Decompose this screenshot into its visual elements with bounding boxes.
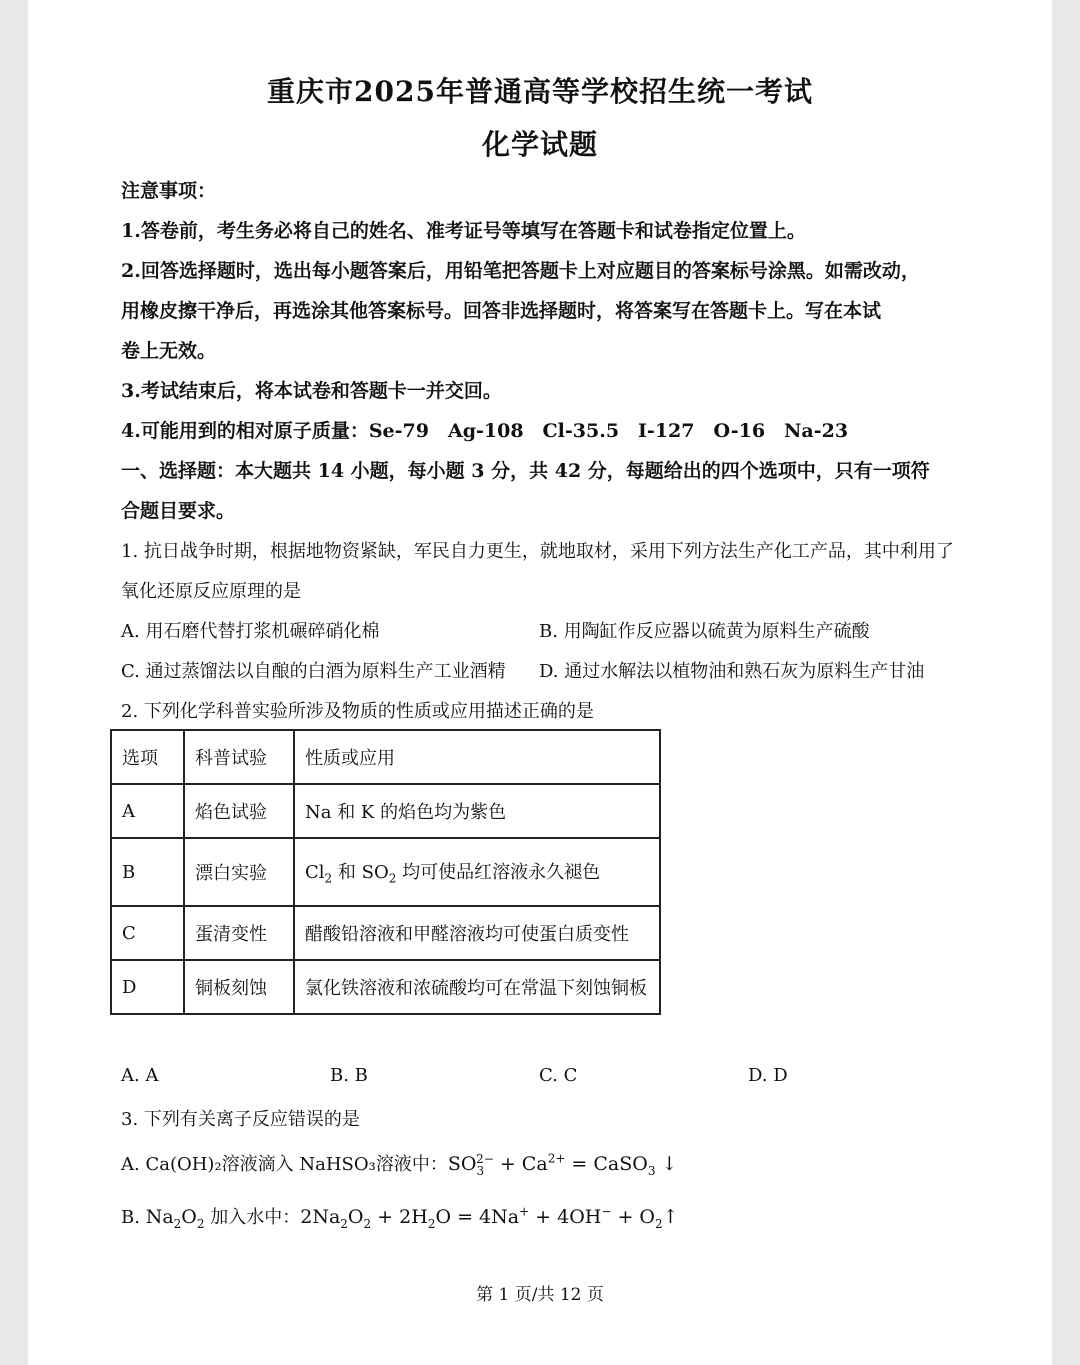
table-row xyxy=(111,906,660,960)
q1-stem-cont: 氧化还原反应原理的是 xyxy=(121,581,301,602)
page-subtitle: 化学试题 xyxy=(481,128,598,161)
q2-answer-d: D. D xyxy=(748,1065,788,1086)
q2-stem: 2. 下列化学科普实验所涉及物质的性质或应用描述正确的是 xyxy=(121,701,594,722)
table-cell: B xyxy=(111,838,184,906)
q3-option-a-text: A. Ca(OH)₂溶液滴入 NaHSO₃溶液中： xyxy=(121,1154,448,1175)
q1-option-a: A. 用石磨代替打浆机碾碎硝化棉 xyxy=(121,621,380,642)
q2-answer-c: C. C xyxy=(539,1065,578,1086)
table-cell: 漂白实验 xyxy=(184,838,294,906)
q2-answer-b: B. B xyxy=(330,1065,368,1086)
table-cell: 铜板刻蚀 xyxy=(184,960,294,1014)
table-cell: 蛋清变性 xyxy=(184,906,294,960)
q3-equation-a: $SO_3^{2-} + Ca^{2+}$ = CaSO$_3$ ↓ xyxy=(447,1151,678,1178)
q3-option-a xyxy=(121,1150,677,1178)
page-title: 重庆市2025年普通高等学校招生统一考试 xyxy=(267,75,813,108)
table-header-cell: 科普试验 xyxy=(184,730,294,784)
subscript: 2 xyxy=(324,871,333,886)
table-header-cell: 性质或应用 xyxy=(294,730,660,784)
subscript: 2 xyxy=(388,871,397,886)
q1-option-c: C. 通过蒸馏法以自酿的白酒为原料生产工业酒精 xyxy=(121,661,506,682)
section-heading: 一、选择题：本大题共 14 小题，每小题 3 分，共 42 分，每题给出的四个选项中，只有一项符 xyxy=(121,460,930,482)
table-header-row xyxy=(111,730,660,784)
table-cell: A xyxy=(111,784,184,838)
table-row xyxy=(111,838,660,906)
formula-text: 和 SO xyxy=(332,862,389,884)
notice-item: 3.考试结束后，将本试卷和答题卡一并交回。 xyxy=(121,380,502,402)
notice-item: 卷上无效。 xyxy=(121,340,217,362)
table-cell: 焰色试验 xyxy=(184,784,294,838)
section-heading-cont: 合题目要求。 xyxy=(121,500,236,522)
q2-table xyxy=(110,729,661,1015)
q1-option-b: B. 用陶缸作反应器以硫黄为原料生产硫酸 xyxy=(539,621,870,642)
table-cell: 氯化铁溶液和浓硫酸均可在常温下刻蚀铜板 xyxy=(294,960,660,1014)
q3-stem: 3. 下列有关离子反应错误的是 xyxy=(121,1109,360,1130)
q3-option-b xyxy=(121,1203,679,1231)
table-cell: 醋酸铅溶液和甲醛溶液均可使蛋白质变性 xyxy=(294,906,660,960)
table-cell: Na 和 K 的焰色均为紫色 xyxy=(294,784,660,838)
q3-formula-b: $Na_2O_2$ xyxy=(145,1206,205,1231)
table-row xyxy=(111,784,660,838)
q3-option-b-text: 加入水中： xyxy=(204,1207,301,1228)
formula-text: Cl xyxy=(305,862,325,884)
table-cell xyxy=(294,838,660,906)
notice-item: 用橡皮擦干净后，再选涂其他答案标号。回答非选择题时，将答案写在答题卡上。写在本试 xyxy=(121,300,882,322)
q1-option-d: D. 通过水解法以植物油和熟石灰为原料生产甘油 xyxy=(539,661,925,682)
notice-heading: 注意事项： xyxy=(121,180,217,202)
table-row xyxy=(111,960,660,1014)
table-cell: D xyxy=(111,960,184,1014)
table-header-cell: 选项 xyxy=(111,730,184,784)
notice-item: 4.可能用到的相对原子质量：Se-79 Ag-108 Cl-35.5 I-127 O-16 Na-23 xyxy=(121,420,849,442)
notice-item: 1.答卷前，考生务必将自己的姓名、准考证号等填写在答题卡和试卷指定位置上。 xyxy=(121,220,806,242)
notice-item: 2.回答选择题时，选出每小题答案后，用铅笔把答题卡上对应题目的答案标号涂黑。如需改动， xyxy=(121,260,920,282)
table-cell: C xyxy=(111,906,184,960)
formula-text: 均可使品红溶液永久褪色 xyxy=(396,862,601,884)
q2-answer-a: A. A xyxy=(121,1065,159,1086)
page-footer: 第 1 页/共 12 页 xyxy=(476,1285,604,1305)
q3-equation-b: $2Na_2O_2 + 2H_2O = 4Na^+ + 4OH^-$ + $O_2↑$ xyxy=(300,1204,679,1231)
q1-stem: 1. 抗日战争时期，根据地物资紧缺，军民自力更生，就地取材，采用下列方法生产化工产品，其中利用了 xyxy=(121,541,954,562)
q3-option-b-label: B. xyxy=(121,1207,140,1228)
